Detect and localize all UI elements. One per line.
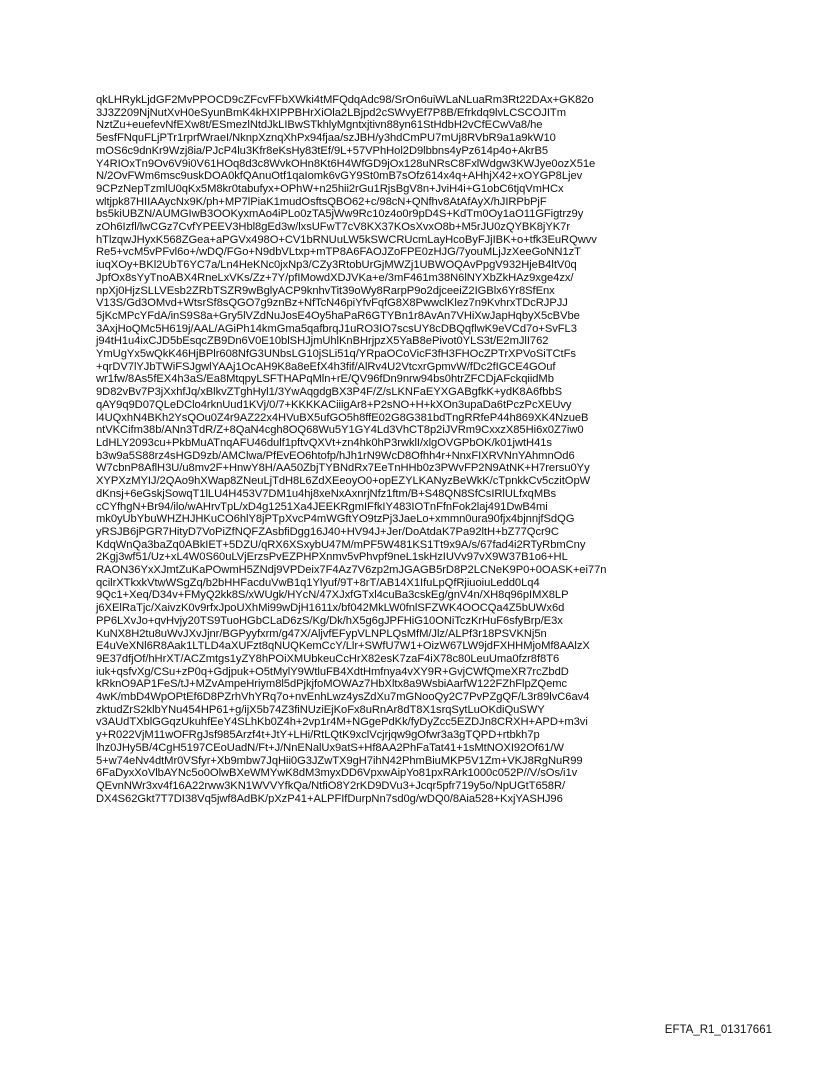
text-line: PP6LXvJo+qvHvjy20TS9TuoHGbCLaD6zS/Kg/Dk/hX5g6gJPFHiG10ONiTczKrHuF6sfyBrp/E3x bbox=[96, 614, 563, 627]
text-line: y+R022VjM11wOFRgJsf985Arzf4t+JtY+LHi/RtLQtK9xclVcjrjqw9gOfwr3a3gTQPD+rtbkh7p bbox=[96, 729, 540, 742]
text-line: 4wK/mbD4WpOPtEf6D8PZrhVhYRq7o+nvEnhLwz4ysZdXu7mGNooQy2C7PvPZgQF/L3r89lvC6av4 bbox=[96, 691, 590, 704]
text-line: kRknO9AP1FeS/tJ+MZvAmpeHriym8l5dPjkjfoMOWAz7HbXltx8a9WsbiAarfW122FZhFlpZQemc bbox=[96, 678, 568, 691]
text-line: 9CPzNepTzmlU0qKx5M8kr0tabufyx+OPhW+n25hii2rGu1RjsBgV8n+JviH4i+G1obC6tjqVmHCx bbox=[96, 182, 564, 195]
text-line: iuk+qsfvXg/CSu+zP0q+Gdjpuk+O5tMylY9WtluFB4XdtHmfnya4vXY9R+GvjCWfQmeXR7rcZbdD bbox=[96, 665, 569, 678]
text-line: 3J3Z209NjNutXvH0eSyunBmK4kHXIPPBHrXiOla2LBjpd2cSWvyEf7P8B/Efrkdq9lvLCSCOJITm bbox=[96, 106, 566, 119]
text-line: 5+w74eNv4dtMr0VSfyr+Xb9mbw7JqHii0G3JZwTX9gH7ihN42PhmBiuMKP5V1Zm+VKJ8RgNuR99 bbox=[96, 754, 583, 767]
text-line: iuqXOy+BKl2UbT6YC7a/Ln4HeKNc0jxNp3/CZy3RtobUrGjMWZj1UBWOQAvPpgV932HjeB4ltV0q bbox=[96, 259, 577, 272]
text-line: v3AUdTXblGGqzUkuhfEeY4SLhKb0Z4h+2vp1r4M+NGgePdKk/fyDyZcc5EZDJn8CRXH+APD+m3vi bbox=[96, 716, 588, 729]
text-line: W7cbnP8AflH3U/u8mv2F+HnwY8H/AA50ZbjTYBNdRx7EeTnHHb0z3PWvFP2N9AtNK+H7rersu0Yy bbox=[96, 462, 590, 475]
text-line: 6FaDyxXoVlbAYNc5o0OlwBXeWMYwK8dM3myxDD6VpxwAipYo81pxRArk1000c052P//V/sOs/i1v bbox=[96, 767, 578, 780]
text-line: bs5kiUBZN/AUMGIwB3OOKyxmAo4iPLo0zTA5jWw9Rc10z4o0r9pD4S+KdTm0Oy1aO11GFigtrz9y bbox=[96, 208, 584, 221]
text-line: dKnsj+6eGskjSowqT1lLU4H453V7DM1u4hj8xeNxAxnrjNfz1ftm/B+S48QN8SfCsIRlULfxqMBs bbox=[96, 487, 557, 500]
text-line: DX4S62Gkt7T7DI38Vq5jwf8AdBK/pXzP41+ALPFIfDurpNn7sd0g/wDQ0/8Aia528+KxjYASHJ96 bbox=[96, 792, 563, 805]
text-line: j94tH1u4ixCJD5bEsqcZB9Dn6V0E10blSHJjmUhlKnBHrjpzX5YaB8ePivot0YLS3t/E2mJlI762 bbox=[96, 335, 549, 348]
text-line: mk0yUbYbuWHZHJHKuCO6hlY8jPTpXvcP4mWGftYO9tzPj3JaeLo+xmmn0ura90fjx4bjnnjfSdQG bbox=[96, 513, 575, 526]
text-line: zktudZrS2klbYNu454HP61+g/ijX5b74Z3fiNUziEjKoFx8uRnAr8dT8X1srqSytLuOKdiQuSWY bbox=[96, 703, 545, 716]
text-line: 2Kgj3wf51/Uz+xL4W0S60uLVjErzsPvEZPHPXnmv5vPhvpf9neL1skHzIUVv97vX9W37B1o6+HL bbox=[96, 551, 568, 564]
text-line: cCYfhgN+Br94/ilo/wAHrvTpL/xD4g1251Xa4JEEKRgmIFfkIY483IOTnFfnFok2laj491DwB4mi bbox=[96, 500, 548, 513]
text-line: mOS6c9dnKr9Wzj8ia/PJcP4lu3Kfr8eKsHy83tEf/9L+57VPhHol2D9lbbns4yPz614p4o+AkrB5 bbox=[96, 144, 549, 157]
text-line: npXj0HjzSLLVEsb2ZRbTSZR9wBglyACP9knhvTit39oWy8RarpP9o2djceeiZ2IGBlx6Yr8SfEnx bbox=[96, 284, 555, 297]
bates-number: EFTA_R1_01317661 bbox=[664, 1024, 772, 1036]
text-line: KuNX8H2tu8uWvJXvJjnr/BGPyyfxrm/g47X/AljvfEFypVLNPLQsMfM/Jlz/ALPf3r18PSVKNj5n bbox=[96, 627, 547, 640]
text-line: +qrDV7lYJbTWiFSJgwlYAAj1OcAH9K8a8eEfX4h3fif/AlRv4U2VtcxrGpmvW/fDc2fIGCE4GOuf bbox=[96, 360, 556, 373]
text-line: 9D82vBv7P3jXxhfJq/xBlkvZTghHyl1/3YwAqgdgBX3P4F/Z/sLKNFaEYXGABgfkK+ydK8A6fbbS bbox=[96, 386, 562, 399]
text-line: ntVKCifm38b/ANn3TdR/Z+8QaN4cgh8OQ68Wu5Y1GY4Ld3VhCT8p2iJVRm9CxxzX85Hi6x0Z7iw0 bbox=[96, 424, 584, 437]
text-line: 9Qc1+Xeq/D34v+FMyQ2kk8S/xWUgk/HYcN/47XJxfGTxl4cuBa3cskEg/gnV4n/XH8q96pIMX8LP bbox=[96, 589, 569, 602]
text-line: hTlzqwJHyxK568ZGea+aPGVx498O+CV1bRNUuLW5kSWCRUcmLayHcoByFJjIBK+o+tfk3EuRQwvv bbox=[96, 233, 597, 246]
text-line: NztZu+euefevNfEXw8t/ESmezlNtdJkLIBwSTkhlyMgntxjtivn88yn61StHdbH2vCfECwVa8/he bbox=[96, 119, 543, 132]
encoded-text-block bbox=[96, 94, 736, 805]
text-line: 5esfFNquFLjPTr1rprfWraeI/NknpXznqXhPx94fjaa/szJBH/y3hdCmPU7mUj8RVbR9a1a9kW10 bbox=[96, 132, 556, 145]
text-line: lhz0JHy5B/4CgH5197CEoUadN/Ft+J/NnENalUx9atS+Hf8AA2PhFaTat41+1sMtNOXI92Of61/W bbox=[96, 741, 564, 754]
text-line: YmUgYx5wQkK46HjBPlr608NfG3UNbsLG10jSLi51q/YRpaOCoVicF3fH3FHOcZPTrXPVoSiTCtFs bbox=[96, 348, 576, 361]
text-line: LdHLY2093cu+PkbMuATnqAFU46dulf1pftvQXVt+zn4hk0hP3rwklI/xlgOVGPbOK/k01jwtH41s bbox=[96, 436, 552, 449]
text-line: XYPXzMYIJ/2QAo9hXWap8ZNeuLjTdH8L6ZdXEeoyO0+opEZYLKANyzBeWkK/cTpnkkCv5czitOpW bbox=[96, 475, 591, 488]
text-line: E4uVeXNl6R8Aak1LTLD4aXUFzt8qNUQKemCcY/Llr+SWfU7W1+OizW67LW9jdFXHHMjoMf8AAlzX bbox=[96, 640, 590, 653]
text-line: 9E37dfjOf/hHrXT/ACZmtgs1yZY8hPOiXMUbkeuCcHrX82esK7zaF4iX78c80LeuUma0fzr8f8T6 bbox=[96, 652, 560, 665]
text-line: qcilrXTkxkVtwWSgZq/b2bHHFacduVwB1q1Ylyuf/9T+8rT/AB14X1IfuLpQfRjiuoiuLedd0Lq4 bbox=[96, 576, 540, 589]
text-line: 3AxjHoQMc5H619j/AAL/AGiPh14kmGma5qafbrqJ1uRO3IO7scsUY8cDBQqflwK9eVCd7o+SvFL3 bbox=[96, 322, 577, 335]
text-line: N/2OvFWm6msc9uskDOA0kfQAnuOtf1qaIomk6vGY9St0mB7sOfz614x4q+AHhjX42+xOYGP8Ljev bbox=[96, 170, 583, 183]
text-line: yRSJB6jPGR7HityD7VoPiZfNQFZAsbfiDgg16J40+HV94J+Jer/DoAtdaK7Pa92ltH+bZ77Qcr9C bbox=[96, 525, 559, 538]
text-line: qAY9q9D07QLeDClo4rknUud1KVj/0/7+KKKKACiiigAr8+P2sNO+H+kXOn3upaDa6tPczPcXEUvy bbox=[96, 398, 572, 411]
text-line: j6XElRaTjc/XaivzK0v9rfxJpoUXhMi99wDjH1611x/bf042MkLW0fnlSFZWK4OOCQa4Z5bUWx6d bbox=[96, 602, 565, 615]
text-line: wltjpk87HIIAAycNx9K/ph+MP7lPiaK1mudOsftsQBO62+c/98cN+QNfhv8AtAfAyX/hJIRPbPjF bbox=[96, 195, 547, 208]
text-line: zOh6Izfl/lwCGz7CvfYPEEV3Hbl8gEd3w/lxsUFwT7cV8KX37KOsXvxO8b+M5rJU0zQYBK8jYK7r bbox=[96, 221, 571, 234]
text-line: V13S/Gd3OMvd+WtsrSf8sQGO7g9znBz+NfTcN46piYfvFqfG8X8PwwclKlez7n9KvhrxTDcRJPJJ bbox=[96, 297, 568, 310]
text-line: Re5+vcM5vPFvl6o+/wDQ/FGo+N9dbVLtxp+mTP8A6FAOJZoFPE0zHJG/7youMLjJzXeeGoNN1zT bbox=[96, 246, 581, 259]
text-line: Y4RIOxTn9Ov6V9i0V61HOq8d3c8WvkOHn8Kt6H4WfGD9jOx128uNRsC8FxlWdgw3KWJye0ozX51e bbox=[96, 157, 596, 170]
text-line: JpfOx8sYyTnoABX4RneLxVKs/Zz+7Y/pfIMowdXDJVKa+e/3mF461m38N6lNYXbZkHAz9xge4zx/ bbox=[96, 271, 574, 284]
text-line: wr1fw/8As5fEX4h3aS/Ea8MtqpyLSFTHAPqMln+rE/QV96fDn9nrw94bs0htrZFCDjAFckqiidMb bbox=[96, 373, 554, 386]
text-line: RAON36YxXJmtZuKaPOwmH5ZNdj9VPDeix7F4Az7V6zp2mJGAGB5rD8P2LCNeK9P0+0OASK+ei77n bbox=[96, 564, 607, 577]
text-line: KdqWnQa3baZq0ABkIET+5DZU/qRX6XSxybU47M/mPF5W481KS1Tt9x9A/s/67fad4i2RTyRbmCny bbox=[96, 538, 586, 551]
text-line: l4UQxhN4BKh2YsQOu0Z4r9AZ22x4HVuBX5ufGO5h8ffE02G8G381bdTngRRfeP44h869XK4NzueB bbox=[96, 411, 589, 424]
text-line: b3w9a5S88rz4sHGD9zb/AMClwa/PfEvEO6htofp/hJh1rN9WcD8Ofhh4r+NnxFIXRVNnYAhmnOd6 bbox=[96, 449, 575, 462]
text-line: QEvnNWr3xv4f16A22rww3KN1WVVYfkQa/NtfiO8Y2rKD9DVu3+Jcqr5pfr719y5o/NpUGtT658R/ bbox=[96, 779, 566, 792]
text-line: qkLHRykLjdGF2MvPPOCD9cZFcvFFbXWki4tMFQdqAdc98/SrOn6uiWLaNLuaRm3Rt22DAx+GK82o bbox=[96, 94, 594, 106]
text-line: 5jKcMPcYFdA/inS9S8a+Gry5lVZdNuJosE4Oy5haPaR6GTYBn1r8AvAn7VHiXwJapHqbyX5cBVbe bbox=[96, 309, 580, 322]
